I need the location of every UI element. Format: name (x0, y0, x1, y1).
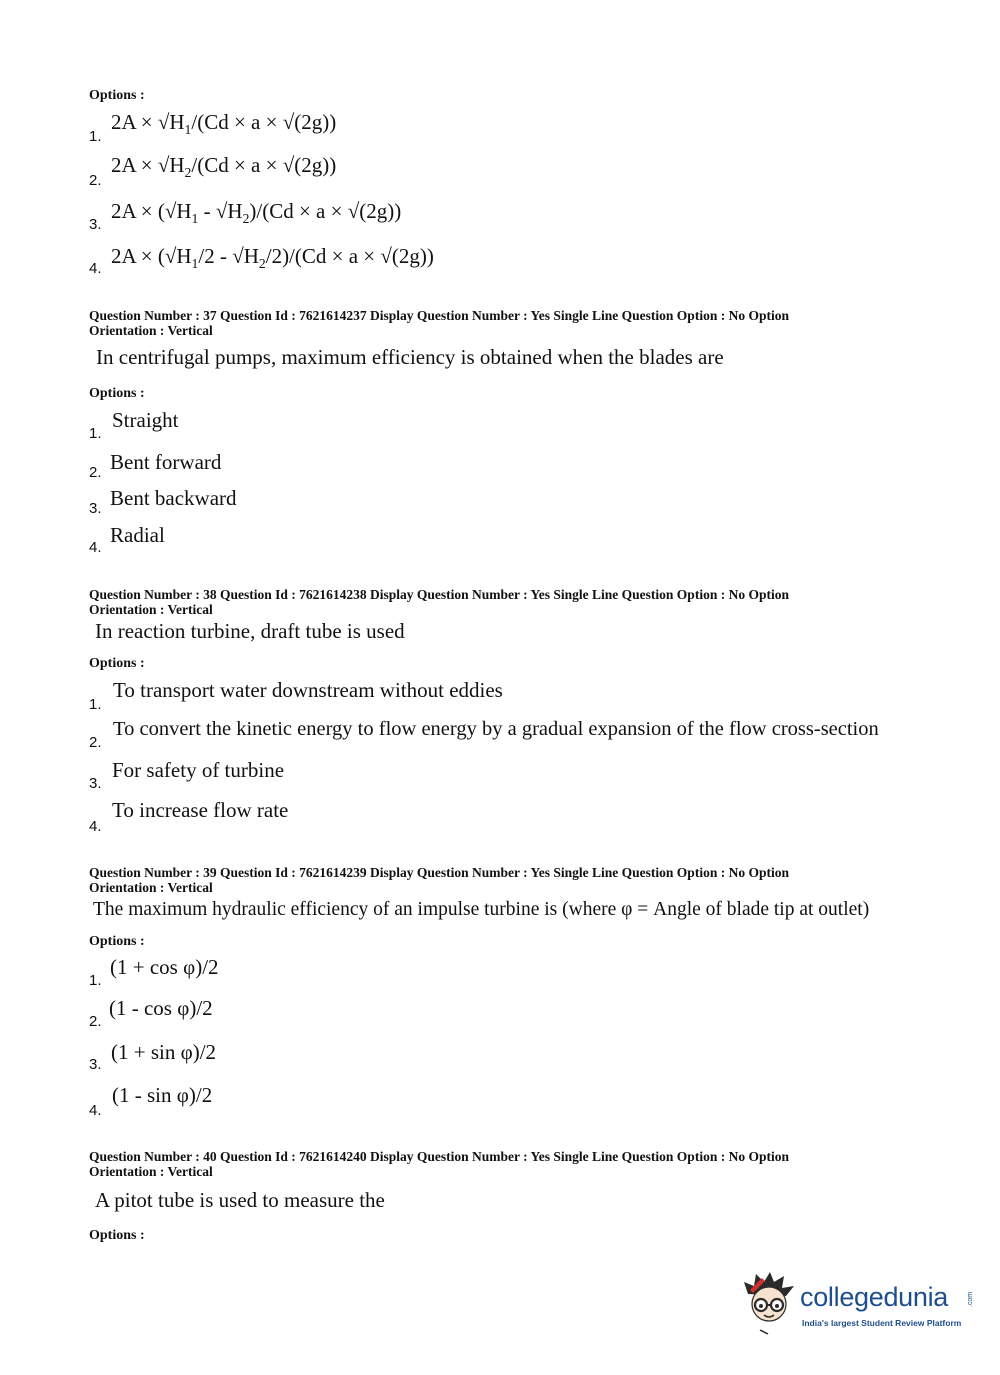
option-number: 1. (89, 696, 102, 713)
option-number: 3. (89, 216, 102, 233)
mascot-icon (740, 1268, 800, 1340)
option-text[interactable]: (1 - cos φ)/2 (109, 996, 213, 1020)
option-number: 3. (89, 500, 102, 517)
option-text[interactable]: To convert the kinetic energy to flow energy by a gradual expansion of the flow cross-section (113, 718, 879, 740)
options-label: Options : (89, 934, 145, 949)
option-number: 2. (89, 1013, 102, 1030)
option-number: 1. (89, 425, 102, 442)
question-text: In centrifugal pumps, maximum efficiency is obtained when the blades are (96, 345, 724, 369)
options-label: Options : (89, 656, 145, 671)
option-number: 1. (89, 128, 102, 145)
question-text: In reaction turbine, draft tube is used (95, 619, 405, 643)
option-text: $2A \times (√H_1 - √H_2)/(Cd \times a \times √(2g))$ (111, 199, 402, 227)
option-text: $2A \times (√H_1/2 - √H_2/2)/(Cd \times a \times √(2g))$ (111, 244, 434, 272)
option-number: 2. (89, 172, 102, 189)
meta-line: Orientation : Vertical (89, 1164, 213, 1179)
option-number: 4. (89, 1102, 102, 1119)
option-text[interactable]: To transport water downstream without eddies (113, 678, 503, 702)
meta-line: Question Number : 39 Question Id : 7621614239 Display Question Number : Yes Single Line Question Option : No Option (89, 865, 789, 880)
collegedunia-logo[interactable] (740, 1268, 980, 1348)
option-text[interactable]: Radial (110, 523, 165, 547)
option-text[interactable]: To increase flow rate (112, 798, 289, 822)
option-number: 4. (89, 260, 102, 277)
option-text: $2A \times √H_1/(Cd \times a \times √(2g))$ (111, 110, 337, 138)
option-number: 4. (89, 818, 102, 835)
options-label: Options : (89, 88, 145, 103)
option-text[interactable]: (1 + sin φ)/2 (111, 1040, 217, 1064)
meta-line: Question Number : 37 Question Id : 7621614237 Display Question Number : Yes Single Line Question Option : No Option (89, 308, 789, 323)
question-meta (89, 587, 869, 617)
options-label: Options : (89, 1228, 145, 1243)
logo-wordmark: collegedunia (800, 1282, 949, 1312)
logo-tagline: India's largest Student Review Platform (802, 1318, 962, 1328)
question-text: A pitot tube is used to measure the (95, 1188, 385, 1212)
meta-line: Orientation : Vertical (89, 602, 213, 617)
option-text[interactable]: (1 - sin φ)/2 (112, 1083, 213, 1107)
question-text: The maximum hydraulic efficiency of an impulse turbine is (where φ = Angle of blade tip at outlet) (93, 899, 870, 920)
logo-suffix: .com (967, 1291, 975, 1308)
option-number: 3. (89, 1056, 102, 1073)
option-text[interactable]: Straight (112, 408, 179, 432)
meta-line: Question Number : 40 Question Id : 7621614240 Display Question Number : Yes Single Line Question Option : No Option (89, 1149, 789, 1164)
option-number: 2. (89, 734, 102, 751)
option-number: 1. (89, 972, 102, 989)
option-number: 3. (89, 775, 102, 792)
option-text[interactable]: (1 + cos φ)/2 (110, 955, 219, 979)
option-text[interactable]: For safety of turbine (112, 758, 285, 782)
option-number: 4. (89, 539, 102, 556)
option-text[interactable]: Bent forward (110, 450, 222, 474)
meta-line: Question Number : 38 Question Id : 7621614238 Display Question Number : Yes Single Line Question Option : No Option (89, 587, 789, 602)
option-number: 2. (89, 464, 102, 481)
options-label: Options : (89, 386, 145, 401)
question-meta (89, 308, 869, 338)
option-text: $2A \times √H_2/(Cd \times a \times √(2g))$ (111, 153, 337, 181)
option-text[interactable]: Bent backward (110, 486, 237, 510)
meta-line: Orientation : Vertical (89, 880, 213, 895)
question-meta (89, 1149, 869, 1179)
question-meta (89, 865, 869, 895)
meta-line: Orientation : Vertical (89, 323, 213, 338)
